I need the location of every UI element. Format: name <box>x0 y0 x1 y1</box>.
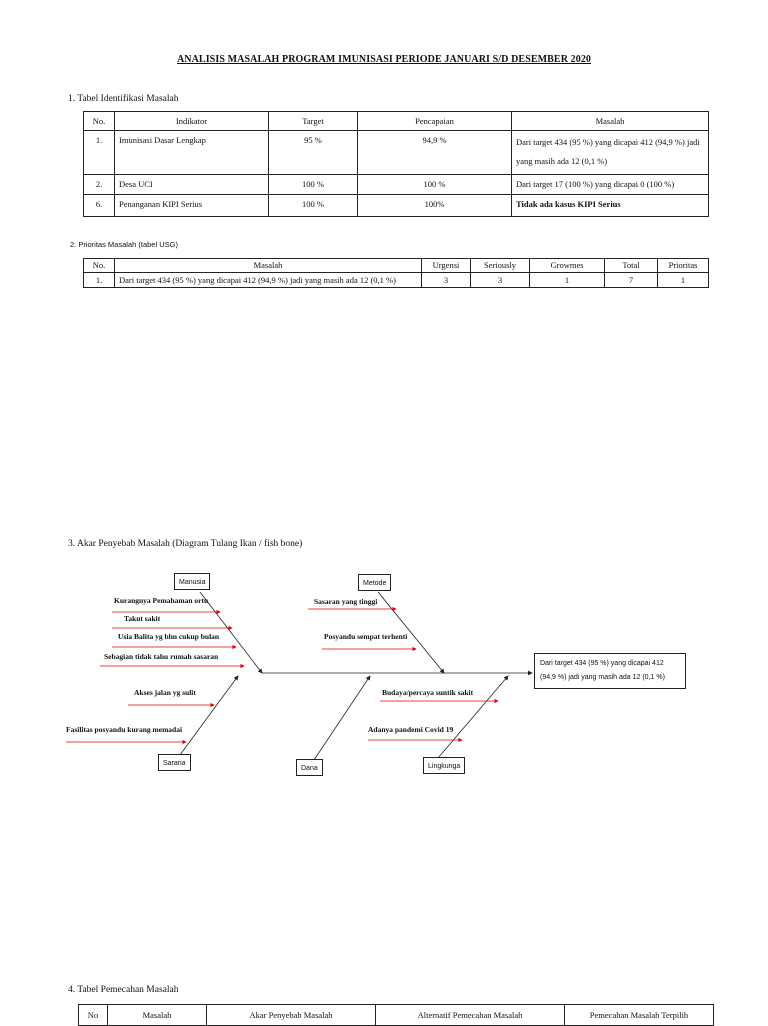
cause-label: Adanya pandemi Covid 19 <box>368 725 454 734</box>
col-akar-penyebab: Akar Penyebab Masalah <box>207 1005 376 1026</box>
col-no: No <box>79 1005 108 1026</box>
cause-label: Fasilitas posyandu kurang memadai <box>66 725 183 734</box>
solution-table <box>78 1004 714 1026</box>
col-growmes: Growmes <box>530 259 605 273</box>
col-prioritas: Prioritas <box>658 259 709 273</box>
cause-label: Usia Balita yg blm cukup bulan <box>118 632 220 641</box>
col-no: No. <box>84 259 115 273</box>
cause-label: Posyandu sempat terhenti <box>324 632 408 641</box>
section-4-heading: 4. Tabel Pemecahan Masalah <box>68 985 179 995</box>
col-masalah: Masalah <box>108 1005 207 1026</box>
col-pencapaian: Pencapaian <box>358 112 512 131</box>
cell-indikator: Desa UCI <box>115 175 269 195</box>
cell-total: 7 <box>605 273 658 288</box>
cell-no: 2. <box>84 175 115 195</box>
section-2-heading: 2. Prioritas Masalah (tabel USG) <box>70 240 178 249</box>
cell-pencapaian: 94,9 % <box>358 131 512 175</box>
cell-seriously: 3 <box>471 273 530 288</box>
cell-masalah: Dari target 17 (100 %) yang dicapai 0 (100 %) <box>512 175 709 195</box>
cell-urgensi: 3 <box>422 273 471 288</box>
cell-indikator: Imunisasi Dasar Lengkap <box>115 131 269 175</box>
bone-dana <box>314 676 370 760</box>
cause-label: Sebagian tidak tahu rumah sasaran <box>104 652 219 661</box>
col-alternatif: Alternatif Pemecahan Masalah <box>376 1005 565 1026</box>
cell-masalah: Dari target 434 (95 %) yang dicapai 412 (94,9 %) jadi yang masih ada 12 (0,1 %) <box>115 273 422 288</box>
table-header-row <box>79 1005 714 1026</box>
category-manusia: Manusia <box>174 573 210 590</box>
category-lingkungan: Lingkunga <box>423 757 465 774</box>
cell-masalah: Dari target 434 (95 %) yang dicapai 412 (94,9 %) jadi yang masih ada 12 (0,1 %) <box>512 131 709 175</box>
category-metode: Metode <box>358 574 391 591</box>
cell-no: 6. <box>84 195 115 217</box>
page-title: ANALISIS MASALAH PROGRAM IMUNISASI PERIODE JANUARI S/D DESEMBER 2020 <box>176 54 592 65</box>
cause-label: Akses jalan yg sulit <box>134 688 196 697</box>
col-terpilih: Pemecahan Masalah Terpilih <box>565 1005 714 1026</box>
cell-pencapaian: 100 % <box>358 175 512 195</box>
effect-box: Dari target 434 (95 %) yang dicapai 412 (94,9 %) jadi yang masih ada 12 (0,1 %) <box>534 653 686 689</box>
section-3-heading: 3. Akar Penyebab Masalah (Diagram Tulang Ikan / fish bone) <box>68 539 303 549</box>
cell-growmes: 1 <box>530 273 605 288</box>
col-urgensi: Urgensi <box>422 259 471 273</box>
col-seriously: Seriously <box>471 259 530 273</box>
cell-prioritas: 1 <box>658 273 709 288</box>
cell-no: 1. <box>84 273 115 288</box>
cell-no: 1. <box>84 131 115 175</box>
col-indikator: Indikator <box>115 112 269 131</box>
col-masalah: Masalah <box>512 112 709 131</box>
cause-label: Kurangnya Pemahaman ortu <box>114 596 209 605</box>
col-total: Total <box>605 259 658 273</box>
cell-pencapaian: 100% <box>358 195 512 217</box>
cause-label: Takut sakit <box>124 614 161 623</box>
cell-masalah: Tidak ada kasus KIPI Serius <box>512 195 709 217</box>
category-sarana: Sarana <box>158 754 191 771</box>
cell-target: 100 % <box>269 195 358 217</box>
cell-target: 100 % <box>269 175 358 195</box>
cause-label: Sasaran yang tinggi <box>314 597 378 606</box>
col-no: No. <box>84 112 115 131</box>
col-masalah: Masalah <box>115 259 422 273</box>
category-dana: Dana <box>296 759 323 776</box>
section-1-heading: 1. Tabel Identifikasi Masalah <box>68 94 179 104</box>
cause-label: Budaya/percaya suntik sakit <box>382 688 474 697</box>
col-target: Target <box>269 112 358 131</box>
cell-target: 95 % <box>269 131 358 175</box>
cell-indikator: Penanganan KIPI Serius <box>115 195 269 217</box>
